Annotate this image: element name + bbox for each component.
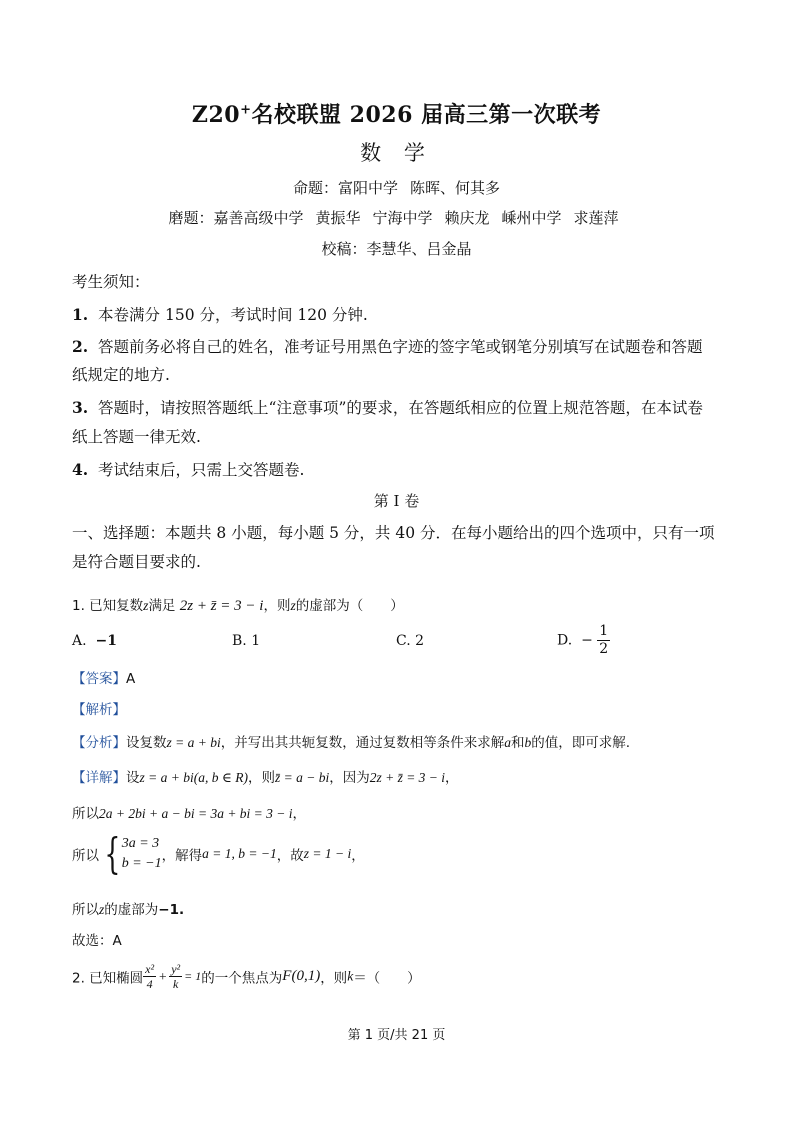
q2-fraction-x: $\frac{\text{x²}}{4}$ <box>145 962 155 991</box>
notice-item-4: 4. 考试结束后，只需上交答题卷. <box>72 460 305 479</box>
notice-item-3: 3. 答题时，请按照答题纸上“注意事项”的要求，在答题纸相应的位置上规范答题，在本试卷 <box>72 398 703 417</box>
system-brace: { <box>104 829 121 878</box>
answer-line <box>72 667 135 687</box>
notice-item-3-cont: 纸上答题一律无效. <box>72 428 201 446</box>
analysis-tag: 【解析】 <box>72 702 126 718</box>
volume-heading: 第 I 卷 <box>373 492 420 510</box>
detail-line-4: 所以z的虚部为−1. <box>72 902 185 918</box>
title-prefix: Z20 <box>191 102 241 128</box>
title-superscript: + <box>240 102 252 118</box>
review-item: 嵊州中学 <box>501 209 562 227</box>
choose-line: 故选：A <box>72 933 122 949</box>
review-item: 黄振华 <box>315 209 361 227</box>
setter-line <box>0 177 793 198</box>
section-intro: 一、选择题：本题共 8 小题，每小题 5 分，共 40 分．在每小题给出的四个选项中，只有一项 <box>72 524 715 542</box>
review-line <box>0 207 793 228</box>
title-text: 名校联盟 2026 届高三第一次联考 <box>251 102 602 128</box>
fenxi-line: 【分析】设复数z = a + bi，并写出其共轭复数，通过复数相等条件来求解a和b的值，即可求解. <box>72 735 631 751</box>
review-item: 嘉善高级中学 <box>213 209 304 227</box>
question-1-stem: 1. 已知复数z满足 2z + z̄ = 3 − i，则z的虚部为（ ） <box>72 598 404 614</box>
notice-item-2-cont: 纸规定的地方. <box>72 366 170 384</box>
q2-fraction-y: $\frac{\text{y²}}{k}$ <box>171 962 181 991</box>
review-item: 宁海中学 <box>372 209 433 227</box>
option-c: C. 2 <box>396 633 425 649</box>
question-2-stem: 2. 已知椭圆 $\frac{\text{x²}}{4}$ + $\frac{\text{y²}}{k}$ = 1的一个焦点为F(0,1)，则k＝（ ） <box>72 962 421 991</box>
detail-line-2: 所以2a + 2bi + a − bi = 3a + bi = 3 − i， <box>72 806 307 822</box>
option-d: D. − $\frac{1}{2}$ <box>557 623 609 657</box>
option-a: A. −1 <box>72 633 117 649</box>
option-d-fraction: $\frac{1}{2}$ <box>599 623 609 657</box>
q1-equation: 2z + z̄ = 3 − i <box>179 598 264 614</box>
subject-title: 数 学 <box>360 141 433 165</box>
review-item: 求莲萍 <box>573 209 619 227</box>
exam-title <box>0 98 793 129</box>
section-intro-cont: 是符合题目要求的. <box>72 553 201 571</box>
notice-heading: 考生须知： <box>72 273 150 291</box>
proof-line: 校稿：李慧华、吕金晶 <box>321 240 472 258</box>
setter-label: 命题：富阳中学 <box>292 179 398 197</box>
review-item: 赖庆龙 <box>444 209 490 227</box>
setter-names: 陈晖、何其多 <box>410 179 501 197</box>
answer-tag: 【答案】 <box>72 671 126 687</box>
detail-line-1: 【详解】设z = a + bi(a, b ∈ R)，则z̄ = a − bi，因为2z + z̄ = 3 − i， <box>72 770 459 786</box>
page-footer: 第 1 页/共 21 页 <box>347 1028 446 1043</box>
notice-item-1: 1. 本卷满分 150 分，考试时间 120 分钟. <box>72 305 368 324</box>
answer-value: A <box>126 671 136 687</box>
detail-line-3: 所以 { 3a = 3 b = −1 ，解得a = 1, b = −1，故z = 1 − i， <box>72 829 365 878</box>
notice-item-2: 2. 答题前务必将自己的姓名，准考证号用黑色字迹的签字笔或钢笔分别填写在试题卷和答题 <box>72 337 703 356</box>
review-label: 磨题： <box>168 209 214 227</box>
equation-system: 3a = 3 b = −1 <box>121 836 162 871</box>
option-b: B. 1 <box>232 633 261 649</box>
